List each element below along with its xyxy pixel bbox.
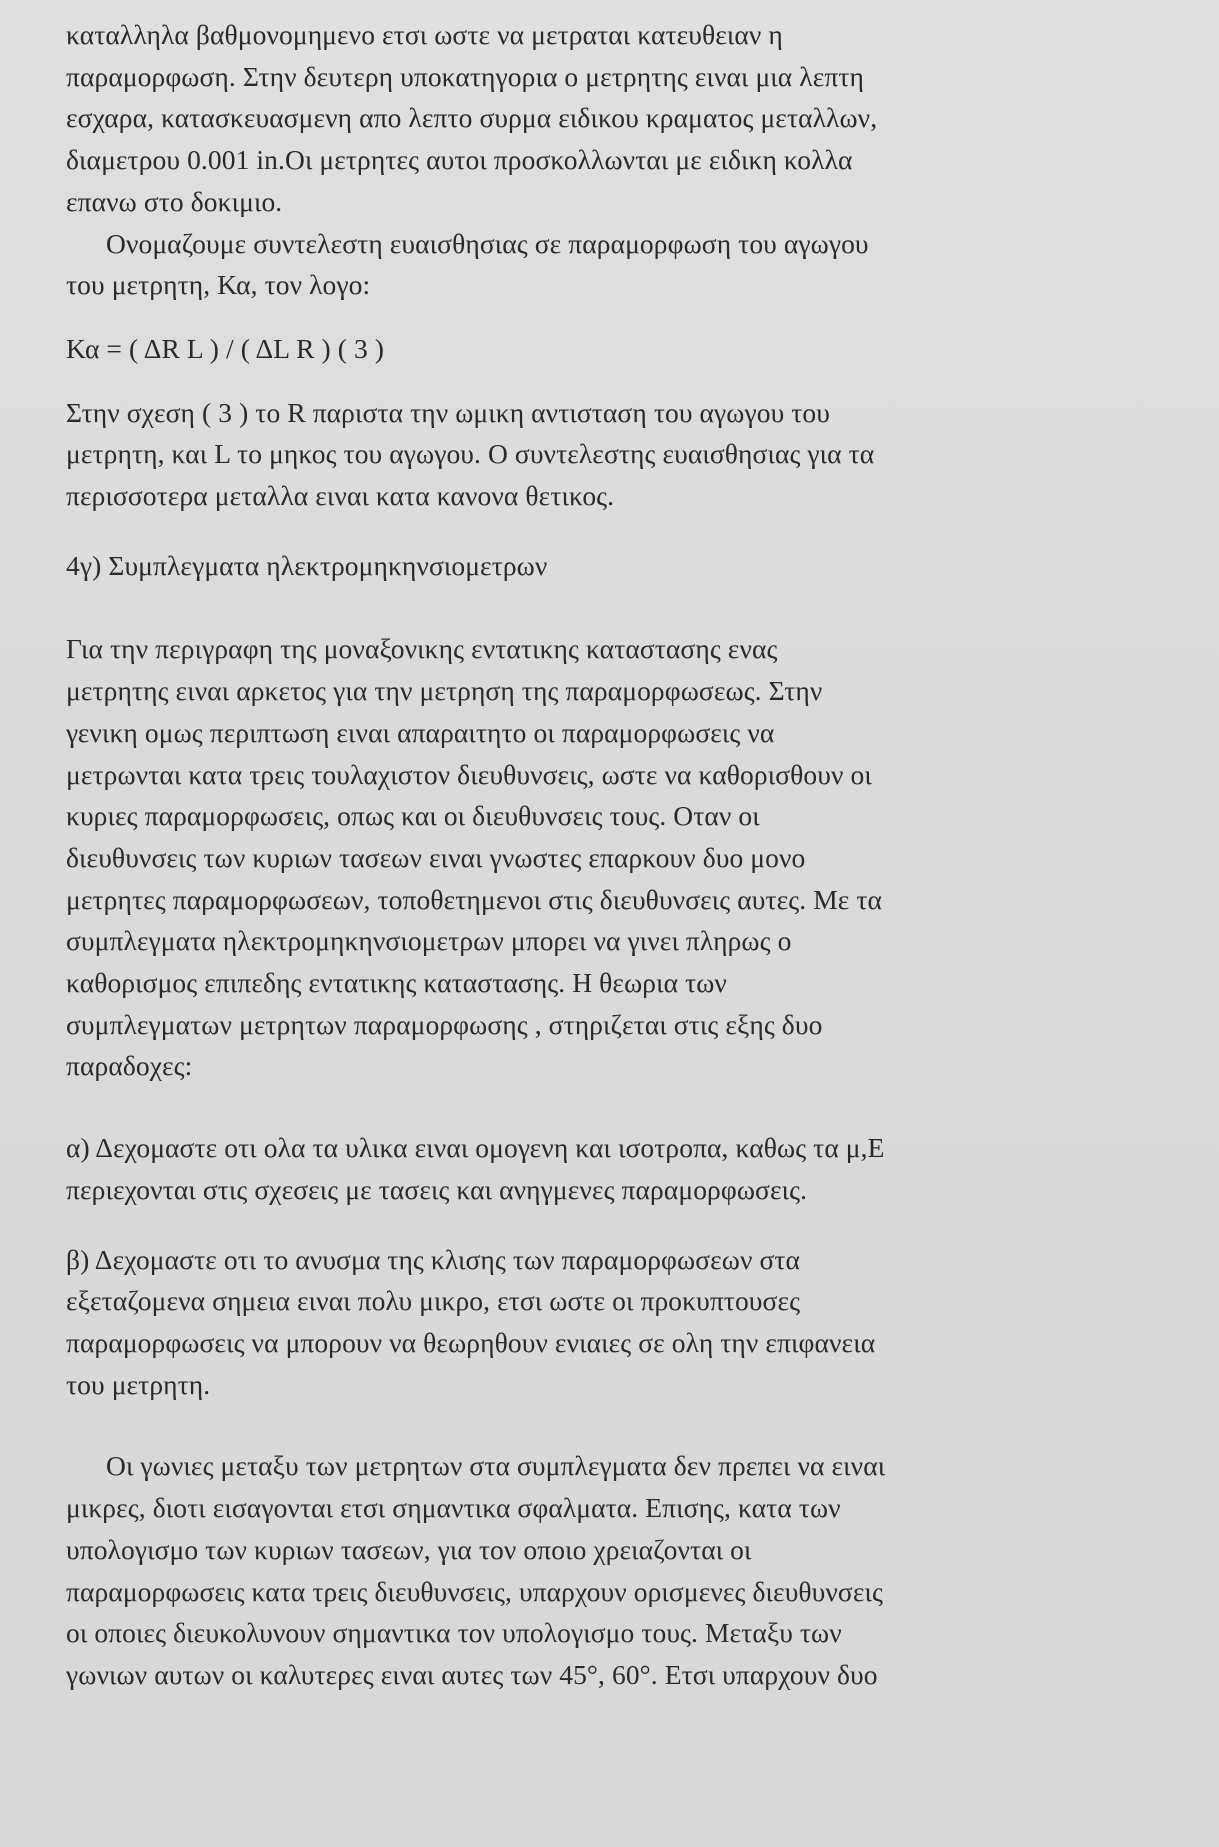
text-line: διαμετρου 0.001 in.Οι μετρητες αυτοι προσκολλωνται με ειδικη κολλα	[66, 144, 853, 176]
text-line: περισσοτερα μεταλλα ειναι κατα κανονα θετικος.	[66, 480, 615, 512]
text-line: μικρες, διοτι εισαγονται ετσι σημαντικα σφαλματα. Επισης, κατα των	[66, 1492, 841, 1524]
text-line: παραδοχες:	[66, 1050, 193, 1082]
spacer	[66, 370, 1156, 392]
text-line: εσχαρα, κατασκευασμενη απο λεπτο συρμα ειδικου κραματος μεταλλων,	[66, 102, 878, 134]
text-line: μετρητης ειναι αρκετος για την μετρηση της παραμορφωσεως. Στην	[66, 675, 823, 707]
text-line: περιεχονται στις σχεσεις με τασεις και ανηγμενες παραμορφωσεις.	[66, 1173, 808, 1205]
text-line: παραμορφωσεις κατα τρεις διευθυνσεις, υπαρχουν ορισμενες διευθυνσεις	[66, 1575, 883, 1607]
text-line: συμπλεγματων μετρητων παραμορφωσης , στηριζεται στις εξης δυο	[66, 1008, 823, 1040]
text-line: επανω στο δοκιμιο.	[66, 185, 283, 217]
text-line: μετρωνται κατα τρεις τουλαχιστον διευθυνσεις, ωστε να καθορισθουν οι	[66, 758, 872, 790]
list-item-beta: β) Δεχομαστε οτι το ανυσμα της κλισης των παραμορφωσεων στα	[66, 1243, 801, 1275]
text-line: εξεταζομενα σημεια ειναι πολυ μικρο, ετσι ωστε οι προκυπτουσες	[66, 1285, 801, 1317]
text-line: συμπλεγματα ηλεκτρομηκηνσιομετρων μπορει να γινει πληρως ο	[66, 925, 792, 957]
text-line: παραμορφωσεις να μπορουν να θεωρηθουν ενιαιες σε ολη την επιφανεια	[66, 1326, 876, 1358]
text-line: κυριες παραμορφωσεις, οπως και οι διευθυνσεις τους. Οταν οι	[66, 800, 760, 832]
text-line: Για την περιγραφη της μοναξονικης εντατικης καταστασης ενας	[66, 633, 778, 665]
list-item-alpha: α) Δεχομαστε οτι ολα τα υλικα ειναι ομογενη και ισοτροπα, καθως τα μ,Ε	[66, 1132, 885, 1164]
text-line: Οι γωνιες μεταξυ των μετρητων στα συμπλεγματα δεν πρεπει να ειναι	[106, 1450, 886, 1482]
text-line: γωνιων αυτων οι καλυτερες ειναι αυτες των 45°, 60°. Ετσι υπαρχουν δυο	[66, 1658, 878, 1690]
text-line: του μετρητη, Κα, τον λογο:	[66, 269, 371, 301]
spacer	[66, 306, 1156, 328]
spacer	[66, 517, 1156, 545]
text-line: παραμορφωση. Στην δευτερη υποκατηγορια ο μετρητης ειναι μια λεπτη	[66, 60, 864, 92]
text-line: διευθυνσεις των κυριων τασεων ειναι γνωστες επαρκουν δυο μονο	[66, 841, 806, 873]
text-line: Στην σχεση ( 3 ) το R παριστα την ωμικη αντισταση του αγωγου του	[66, 396, 830, 428]
text-line: μετρητες παραμορφωσεων, τοποθετημενοι στις διευθυνσεις αυτες. Με τα	[66, 883, 883, 915]
text-line: του μετρητη.	[66, 1368, 211, 1400]
spacer	[66, 586, 1156, 628]
formula-line: Κα = ( ΔR L ) / ( ΔL R ) ( 3 )	[66, 332, 385, 364]
text-line: γενικη ομως περιπτωση ειναι απαραιτητο οι παραμορφωσεις να	[66, 716, 775, 748]
section-heading: 4γ) Συμπλεγματα ηλεκτρομηκηνσιομετρων	[66, 549, 548, 581]
spacer	[66, 1405, 1156, 1445]
text-line: υπολογισμο των κυριων τασεων, για τον οποιο χρειαζονται οι	[66, 1533, 752, 1565]
spacer	[66, 1211, 1156, 1239]
document-text	[66, 14, 1156, 1696]
text-line: μετρητη, και L το μηκος του αγωγου. Ο συντελεστης ευαισθησιας για τα	[66, 438, 875, 470]
text-line: οι οποιες διευκολυνουν σημαντικα τον υπολογισμο τους. Μεταξυ των	[66, 1617, 842, 1649]
text-line: καθορισμος επιπεδης εντατικης καταστασης. Η θεωρια των	[66, 967, 727, 999]
text-line: καταλληλα βαθμονομημενο ετσι ωστε να μετραται κατευθειαν η	[66, 19, 783, 50]
text-line: Ονομαζουμε συντελεστη ευαισθησιας σε παραμορφωση του αγωγου	[106, 227, 869, 259]
spacer	[66, 1087, 1156, 1127]
